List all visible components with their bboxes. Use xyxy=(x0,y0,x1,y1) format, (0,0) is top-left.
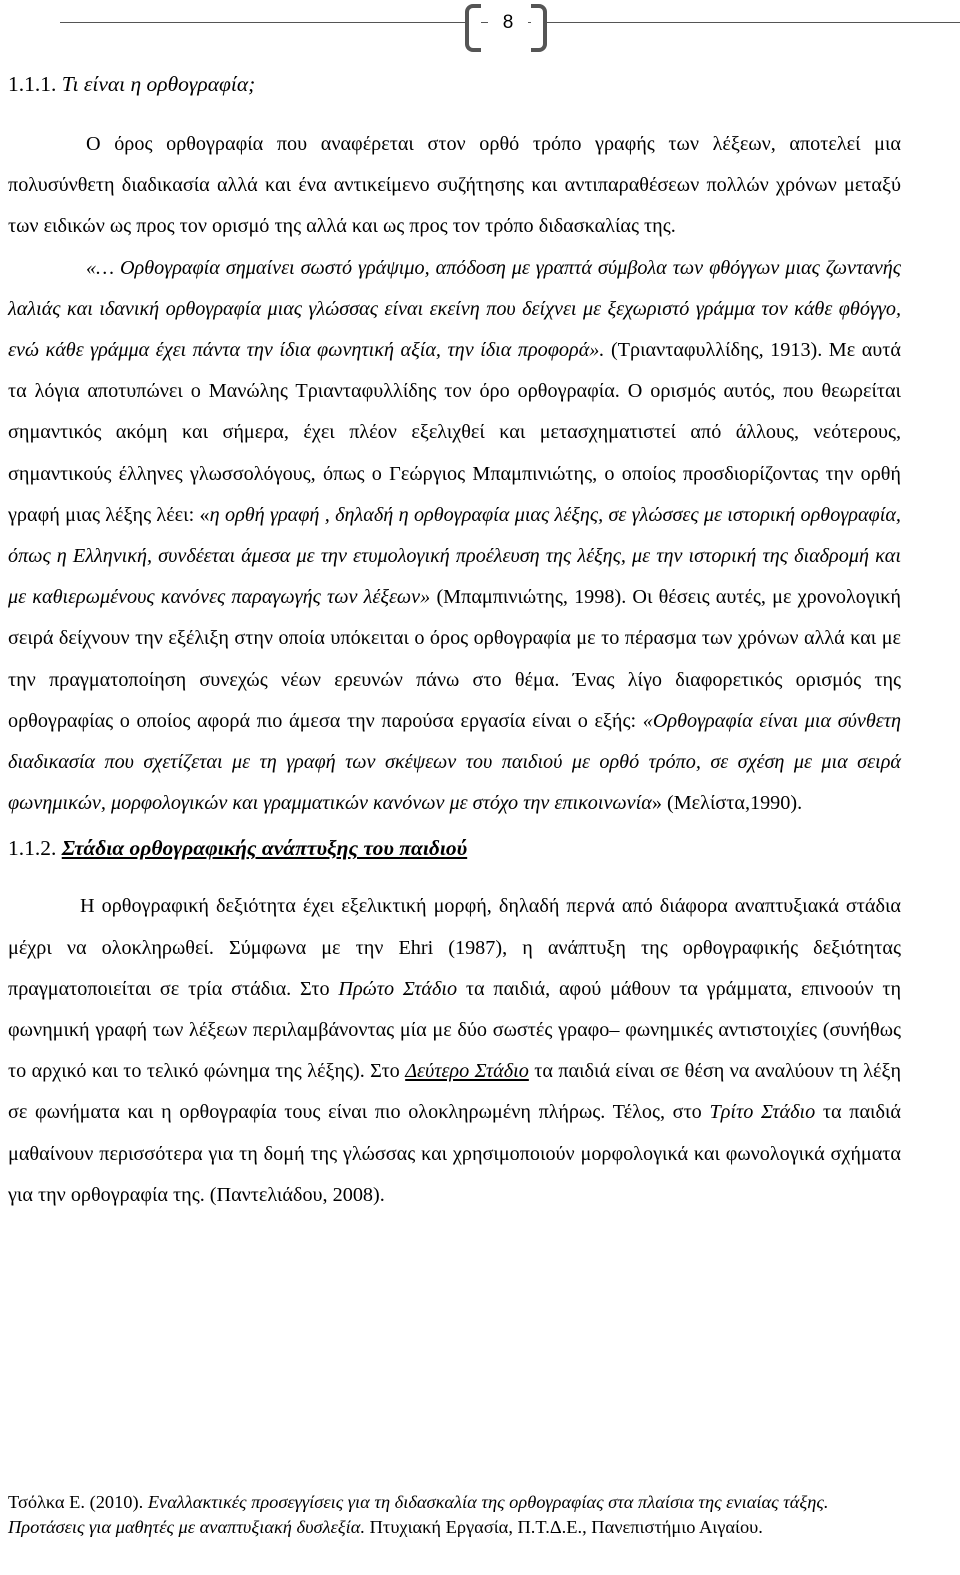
section-number: 1.1.2. xyxy=(8,836,57,861)
document-body xyxy=(8,64,901,1216)
stage-term: Τρίτο Στάδιο xyxy=(709,1101,816,1124)
section-title: Τι είναι η ορθογραφία; xyxy=(61,72,256,96)
paragraph-text: τα παιδιά είναι σε θέση να αναλύουν τη λέξη σε φωνήματα και η ορθογραφία τους είναι πιο ολοκληρωμένη πλήρως. Τέλος, στο xyxy=(8,1060,902,1124)
section-heading-1-1-1 xyxy=(8,64,901,104)
paragraph-text: » (Μελίστα,1990). xyxy=(651,792,803,815)
section-title: Στάδια ορθογραφικής ανάπτυξης του παιδιού xyxy=(61,836,468,861)
stage-term: Δεύτερο Στάδιο xyxy=(405,1060,529,1083)
page-number: 8 xyxy=(488,12,528,34)
quote: «Ορθογραφία είναι μια σύνθετη διαδικασία που σχετίζεται με τη γραφή των σκέψεων του παιδιού με ορθό τρόπο, σε σχέση με μια σειρά φωνημικών, μορφολογικών και γραμματικών κανόνων με στόχο την επικοινωνία xyxy=(8,709,901,815)
page-footer xyxy=(8,1490,901,1540)
section-number: 1.1.1. xyxy=(8,72,57,96)
quote: η ορθή γραφή , δηλαδή η ορθογραφία μιας λέξης, σε γλώσσες με ιστορική ορθογραφία, όπως η Ελληνική, συνδέεται άμεσα με την ετυμολογική προέλευση της λέξης, με την ιστορική της διαδρομή και με καθιερωμένους κανόνες παραγωγής των λέξεων» xyxy=(8,503,901,609)
paragraph-text: τα παιδιά, αφού μάθουν τα γράμματα, επινοούν τη φωνημική γραφή των λέξεων περιλαμβάνοντας μία με δύο σωστές γραφο– φωνημικές αντιστοιχίες (συνήθως το αρχικό και το τελικό φώνημα της λέξης). Στο xyxy=(8,977,901,1083)
footer-publisher: Πτυχιακή Εργασία, Π.Τ.Δ.Ε., Πανεπιστήμιο Αιγαίου. xyxy=(365,1517,763,1537)
paragraph-text: τα παιδιά μαθαίνουν περισσότερα για τη δομή της γλώσσας και χρησιμοποιούν μορφολογικά και φωνολογικά σχήματα για την ορθογραφία της. (Παντελιάδου, 2008). xyxy=(8,1101,901,1206)
page-number-bracket-right xyxy=(531,4,547,52)
footer-title: Εναλλακτικές προσεγγίσεις για τη διδασκαλία της ορθογραφίας στα πλαίσια της ενιαίας τάξης. Προτάσεις για μαθητές με αναπτυξιακή δυσλεξία. xyxy=(8,1492,829,1537)
paragraph: Ο όρος ορθογραφία που αναφέρεται στον ορθό τρόπο γραφής των λέξεων, αποτελεί μια πολυσύνθετη διαδικασία αλλά και ένα αντικείμενο συζήτησης και αντιπαραθέσεων πολλών χρόνων μεταξύ των ειδικών ως προς τον ορισμό της αλλά και ως προς τον τρόπο διδασκαλίας της. xyxy=(8,133,901,238)
paragraph-text: (Μπαμπινιώτης, 1998). Οι θέσεις αυτές, με χρονολογική σειρά δείχνουν την εξέλιξη στην οποία υπόκειται ο όρος ορθογραφία με το πέρασμα των χρόνων αλλά και με την πραγματοποίηση συνεχώς νέων ερευνών πάνω στο θέμα. Ένας λίγο διαφορετικός ορισμός της ορθογραφίας ο οποίος αφορά πιο άμεσα την παρούσα εργασία είναι ο εξής: xyxy=(8,586,901,732)
footer-author: Τσόλκα Ε. (2010). xyxy=(8,1492,148,1512)
page-header xyxy=(0,0,960,60)
page-number-bracket-left xyxy=(465,4,481,52)
paragraph-text: (Τριανταφυλλίδης, 1913). Με αυτά τα λόγια αποτυπώνει ο Μανώλης Τριανταφυλλίδης τον όρο ορθογραφία. Ο ορισμός αυτός, που θεωρείται σημαντικός ακόμη και σήμερα, έχει πλέον εξελιχθεί και μετασχηματιστεί από άλλους, νεότερους, σημαντικούς έλληνες γλωσσολόγους, όπως ο Γεώργιος Μπαμπινιώτης, ο οποίος προσδιορίζοντας την ορθή γραφή μιας λέξης λέει: « xyxy=(8,339,901,526)
paragraph xyxy=(8,248,901,825)
stage-term: Πρώτο Στάδιο xyxy=(338,977,458,1000)
quote: «… Ορθογραφία σημαίνει σωστό γράψιμο, απόδοση με γραπτά σύμβολα των φθόγγων μιας ζωντανής λαλιάς και ιδανική ορθογραφία μιας γλώσσας είναι εκείνη που δείχνει με ξεχωριστό γράμμα τον κάθε φθόγγο, ενώ κάθε γράμμα έχει πάντα την ίδια φωνητική αξία, την ίδια προφορά». xyxy=(8,256,901,362)
paragraph xyxy=(8,886,901,1216)
paragraph-text: Η ορθογραφική δεξιότητα έχει εξελικτική μορφή, δηλαδή περνά από διάφορα αναπτυξιακά στάδια μέχρι να ολοκληρωθεί. Σύμφωνα με την Ehri (1987), η ανάπτυξη της ορθογραφικής δεξιότητας πραγματοποιείται σε τρία στάδια. Στο xyxy=(8,895,901,1000)
section-heading-1-1-2 xyxy=(8,828,901,868)
